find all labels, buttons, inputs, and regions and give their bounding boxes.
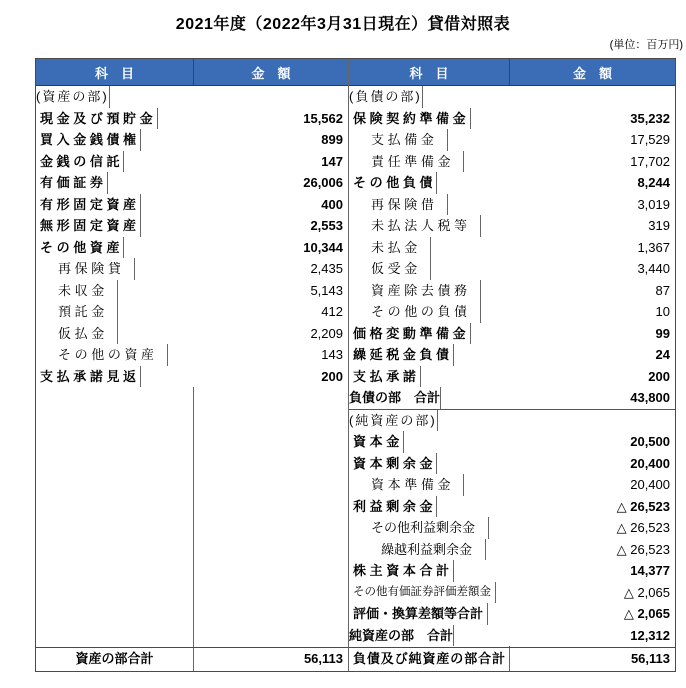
account-label: 未 収 金 [36, 280, 118, 302]
amount-value: 400 [321, 196, 343, 212]
table-row [349, 323, 675, 345]
table-row [36, 344, 348, 366]
amount-value: 2,553 [310, 218, 343, 233]
account-label: その他利益剰余金 [349, 517, 489, 539]
account-label: 責 任 準 備 金 [349, 151, 464, 173]
amount-column-header: 金 額 [251, 65, 291, 81]
table-row [349, 366, 675, 388]
liabilities-net-assets-total-label: 負債及び純資産の部合計 [349, 648, 510, 671]
account-label: その他有価証券評価差額金 [349, 582, 496, 604]
assets-total-row [36, 647, 348, 671]
table-row [349, 474, 675, 496]
table-row [36, 280, 348, 302]
amount-value: 899 [321, 132, 343, 147]
account-label: 金 銭 の 信 託 [36, 151, 124, 173]
assets-body [36, 86, 348, 671]
amount-value [438, 410, 675, 432]
table-row [349, 129, 675, 151]
table-row [36, 258, 348, 280]
amount-value: △ 26,523 [616, 520, 670, 535]
section-heading: (負債の部) [349, 86, 423, 108]
table-row [349, 560, 675, 582]
subtotal-value: 12,312 [630, 627, 670, 643]
amount-value: 20,400 [630, 455, 670, 471]
table-row [36, 172, 348, 194]
amount-value: 200 [321, 368, 343, 384]
account-label: そ の 他 負 債 [349, 172, 437, 194]
amount-value: 2,209 [310, 325, 343, 341]
account-label: 仮 払 金 [36, 323, 118, 345]
assets-header-row [36, 59, 348, 86]
table-row [349, 582, 675, 604]
amount-value: 319 [648, 218, 670, 233]
account-label: 再 保 険 借 [349, 194, 448, 216]
amount-value: 14,377 [630, 563, 670, 578]
assets-rows [36, 86, 348, 387]
account-label: 現 金 及 び 預 貯 金 [36, 108, 158, 130]
amount-value: 3,019 [637, 196, 670, 212]
table-row [349, 172, 675, 194]
empty-space [36, 387, 348, 647]
account-label: そ の 他 の 資 産 [36, 344, 168, 366]
table-row [349, 603, 675, 625]
account-label: 買 入 金 銭 債 権 [36, 129, 141, 151]
amount-value: 10 [655, 304, 670, 319]
table-row [349, 108, 675, 130]
account-label: 未 払 金 [349, 237, 431, 259]
account-label: 有 価 証 券 [36, 172, 108, 194]
table-row [349, 517, 675, 539]
balance-sheet-table [35, 58, 676, 672]
amount-value: △ 2,065 [623, 606, 670, 621]
table-row [36, 215, 348, 237]
amount-value: 200 [648, 368, 670, 384]
table-row [36, 108, 348, 130]
amount-value: 1,367 [637, 239, 670, 255]
table-row [349, 215, 675, 237]
account-label: 有 形 固 定 資 産 [36, 194, 141, 216]
assets-column [36, 59, 348, 671]
amount-value: 5,143 [310, 282, 343, 298]
amount-value: 24 [655, 347, 670, 362]
subtotal-label: 純資産の部 合計 [349, 625, 454, 647]
subtotal-value: 43,800 [630, 390, 670, 405]
liabilities-column [348, 59, 675, 671]
amount-value: △ 26,523 [616, 498, 670, 514]
account-label: そ の 他 の 負 債 [349, 301, 481, 323]
amount-value: 35,232 [630, 110, 670, 126]
subtotal-label: 負債の部 合計 [349, 387, 441, 409]
amount-value: 147 [321, 153, 343, 169]
account-label: 資 本 剰 余 金 [349, 453, 437, 475]
table-row [36, 129, 348, 151]
table-row [36, 301, 348, 323]
table-row [349, 237, 675, 259]
amount-value: 3,440 [637, 261, 670, 276]
section-heading: (資産の部) [36, 86, 110, 108]
account-label: 評価・換算差額等合計 [349, 603, 488, 625]
account-label: 資 本 準 備 金 [349, 474, 464, 496]
net-assets-rows [349, 410, 675, 647]
amount-value: 20,400 [630, 477, 670, 492]
table-row [349, 280, 675, 302]
account-label: 資 本 金 [349, 431, 404, 453]
amount-value: 2,435 [310, 261, 343, 276]
table-row [349, 453, 675, 475]
table-row [349, 344, 675, 366]
amount-value: 99 [655, 325, 670, 341]
empty-label-cell [36, 387, 194, 647]
account-label: 保 険 契 約 準 備 金 [349, 108, 471, 130]
account-label: 繰越利益剰余金 [349, 539, 486, 561]
unit-note: (単位：百万円) [609, 39, 683, 51]
table-row [36, 86, 348, 108]
account-label: 利 益 剰 余 金 [349, 496, 437, 518]
amount-value: 87 [655, 282, 670, 298]
account-label: そ の 他 資 産 [36, 237, 124, 259]
account-label: 支 払 承 諾 見 返 [36, 366, 141, 388]
account-label: 支 払 備 金 [349, 129, 448, 151]
liabilities-header-row [349, 59, 675, 86]
table-row [349, 410, 675, 432]
amount-value: 10,344 [303, 239, 343, 255]
amount-value: 143 [321, 347, 343, 362]
account-label: 再 保 険 貸 [36, 258, 135, 280]
account-label: 株 主 資 本 合 計 [349, 560, 454, 582]
section-heading: (純資産の部) [349, 410, 438, 432]
account-label: 支 払 承 諾 [349, 366, 421, 388]
table-row [349, 387, 675, 409]
liabilities-net-assets-total-value: 56,113 [630, 651, 670, 666]
table-row [349, 496, 675, 518]
table-row [349, 194, 675, 216]
table-row [36, 323, 348, 345]
table-row [349, 301, 675, 323]
amount-value [423, 86, 675, 108]
amount-value: 17,529 [630, 132, 670, 147]
amount-value: 17,702 [630, 153, 670, 169]
amount-value: 26,006 [303, 175, 343, 190]
page-title: 2021年度（2022年3月31日現在）貸借対照表 [175, 16, 511, 33]
account-label: 預 託 金 [36, 301, 118, 323]
table-row [36, 366, 348, 388]
amount-value: 15,562 [303, 110, 343, 126]
subject-column-header: 科 目 [349, 59, 510, 85]
table-row [36, 151, 348, 173]
table-row [36, 237, 348, 259]
liabilities-rows [349, 86, 675, 410]
table-row [349, 539, 675, 561]
table-row [36, 194, 348, 216]
table-row [349, 431, 675, 453]
assets-total-label: 資産の部合計 [36, 648, 194, 671]
liabilities-body [349, 86, 675, 671]
account-label: 資 産 除 去 債 務 [349, 280, 481, 302]
table-row [349, 151, 675, 173]
table-row [349, 86, 675, 108]
empty-value-cell [194, 387, 348, 647]
amount-value: 20,500 [630, 434, 670, 449]
assets-total-value: 56,113 [303, 651, 343, 666]
liabilities-net-assets-total-row [349, 647, 675, 671]
amount-value: 412 [321, 304, 343, 319]
account-label: 仮 受 金 [349, 258, 431, 280]
table-row [349, 258, 675, 280]
amount-value: △ 2,065 [623, 584, 670, 600]
amount-value: 8,244 [637, 175, 670, 190]
table-row [349, 625, 675, 647]
amount-value [110, 86, 348, 108]
amount-value: △ 26,523 [616, 541, 670, 557]
account-label: 無 形 固 定 資 産 [36, 215, 141, 237]
account-label: 繰 延 税 金 負 債 [349, 344, 454, 366]
subject-column-header: 科 目 [36, 59, 194, 85]
account-label: 未 払 法 人 税 等 [349, 215, 481, 237]
account-label: 価 格 変 動 準 備 金 [349, 323, 471, 345]
amount-column-header: 金 額 [572, 65, 612, 81]
